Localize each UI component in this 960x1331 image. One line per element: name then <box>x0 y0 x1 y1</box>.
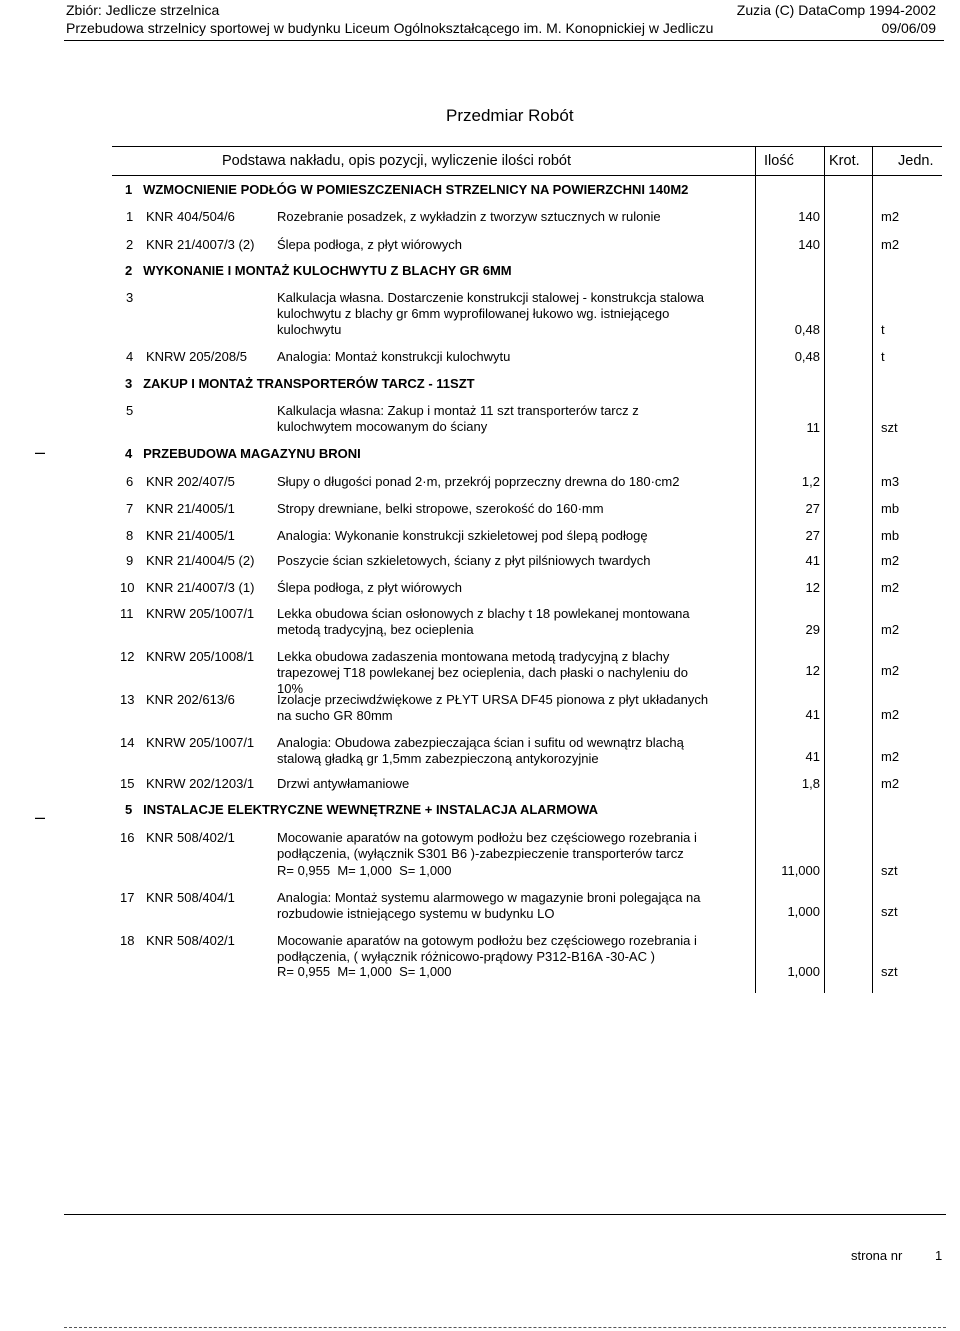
item-qty: 1,000 <box>787 904 820 919</box>
project-title: Przebudowa strzelnicy sportowej w budynku Liceum Ogólnokształcącego im. M. Konopnickiej w Jedliczu <box>66 20 714 36</box>
item-ref: KNR 404/504/6 <box>146 209 235 224</box>
item-number: 6 <box>126 474 134 489</box>
item-ref: KNR 508/402/1 <box>146 933 235 948</box>
item-number: 18 <box>120 933 135 948</box>
item-number: 9 <box>126 553 134 568</box>
item-number: 5 <box>126 403 134 418</box>
section-heading: 2 WYKONANIE I MONTAŻ KULOCHWYTU Z BLACHY GR 6MM <box>125 263 512 278</box>
item-desc: Drzwi antywłamaniowe <box>277 776 410 791</box>
item-unit: mb <box>881 501 900 516</box>
item-number: 10 <box>120 580 135 595</box>
item-desc: Rozebranie posadzek, z wykładzin z tworzyw sztucznych w rulonie <box>277 209 661 224</box>
item-ref: KNRW 205/208/5 <box>146 349 247 364</box>
item-unit: m2 <box>881 749 900 764</box>
date-label: 09/06/09 <box>881 20 936 36</box>
page-number: 1 <box>935 1248 943 1263</box>
item-calc: R= 0,955 M= 1,000 S= 1,000 <box>277 863 452 878</box>
item-qty: 1,000 <box>787 964 820 979</box>
item-unit: szt <box>881 420 898 435</box>
item-qty: 11,000 <box>781 863 820 878</box>
column-header-desc: Podstawa nakładu, opis pozycji, wyliczenie ilości robót <box>222 153 571 169</box>
item-qty: 12 <box>805 580 820 595</box>
item-ref: KNRW 205/1007/1 <box>146 606 255 621</box>
item-unit: szt <box>881 863 898 878</box>
item-desc: Ślepa podłoga, z płyt wiórowych <box>277 237 462 252</box>
item-number: 12 <box>120 649 135 664</box>
column-header-krot: Krot. <box>829 153 860 169</box>
table-header-bottom <box>112 175 942 176</box>
item-qty: 27 <box>805 528 820 543</box>
item-number: 16 <box>120 830 135 845</box>
qty-col-left-border <box>755 146 756 993</box>
bottom-rule <box>64 1327 946 1328</box>
item-ref: KNRW 205/1008/1 <box>146 649 255 664</box>
column-header-unit: Jedn. <box>898 153 934 169</box>
item-desc: Analogia: Montaż systemu alarmowego w magazynie broni polegająca na rozbudowie istniejącego systemu w budynku LO <box>277 890 701 921</box>
item-ref: KNR 21/4007/3 (2) <box>146 237 255 252</box>
qty-col-right-border <box>824 146 825 993</box>
item-unit: m2 <box>881 622 900 637</box>
item-number: 13 <box>120 692 135 707</box>
item-qty: 41 <box>805 749 820 764</box>
item-number: 2 <box>126 237 134 252</box>
margin-mark: – <box>35 442 46 462</box>
item-qty: 41 <box>805 553 820 568</box>
item-unit: m2 <box>881 707 900 722</box>
item-desc: Kalkulacja własna: Zakup i montaż 11 szt transporterów tarcz z kulochwytem mocowanym do ściany <box>277 403 639 434</box>
item-qty: 1,2 <box>801 474 820 489</box>
item-unit: szt <box>881 904 898 919</box>
item-unit: m2 <box>881 237 900 252</box>
section-heading: 1 WZMOCNIENIE PODŁÓG W POMIESZCZENIACH STRZELNICY NA POWIERZCHNI 140M2 <box>125 182 689 197</box>
item-qty: 11 <box>806 420 820 435</box>
section-heading: 4 PRZEBUDOWA MAGAZYNU BRONI <box>125 446 361 461</box>
item-ref: KNR 21/4005/1 <box>146 501 235 516</box>
item-desc: Analogia: Wykonanie konstrukcji szkieletowej pod ślepą podłogę <box>277 528 648 543</box>
item-number: 14 <box>120 735 135 750</box>
item-qty: 140 <box>798 209 820 224</box>
item-unit: m3 <box>881 474 900 489</box>
item-ref: KNR 202/613/6 <box>146 692 235 707</box>
item-unit: m2 <box>881 553 900 568</box>
collection-label: Zbiór: Jedlicze strzelnica <box>66 2 220 18</box>
item-unit: m2 <box>881 776 900 791</box>
item-ref: KNR 21/4004/5 (2) <box>146 553 255 568</box>
software-label: Zuzia (C) DataComp 1994-2002 <box>736 2 936 18</box>
item-qty: 140 <box>798 237 820 252</box>
krot-col-right-border <box>872 146 873 993</box>
item-unit: m2 <box>881 209 900 224</box>
item-qty: 0,48 <box>794 322 820 337</box>
item-desc: Lekka obudowa ścian osłonowych z blachy t 18 powlekanej montowana metodą tradycyjną, bez ocieplenia <box>277 606 690 637</box>
item-qty: 1,8 <box>801 776 820 791</box>
item-desc: Mocowanie aparatów na gotowym podłożu bez częściowego rozebrania i podłączenia, ( wyłącznik różnicowo-prądowy P312-B16A -30-AC ) <box>277 933 697 964</box>
item-desc: Analogia: Obudowa zabezpieczająca ścian i sufitu od wewnątrz blachą stalową gładką gr 1,5mm zabezpieczoną antykorozyjnie <box>277 735 684 766</box>
item-number: 7 <box>126 501 134 516</box>
item-qty: 27 <box>805 501 820 516</box>
item-ref: KNRW 202/1203/1 <box>146 776 255 791</box>
item-unit: m2 <box>881 663 900 678</box>
item-desc: Kalkulacja własna. Dostarczenie konstrukcji stalowej - konstrukcja stalowa kulochwytu z blachy gr 6mm wyprofilowanej łukowo wg. istniejącego kulochwytu <box>277 290 705 337</box>
item-unit: szt <box>881 964 898 979</box>
item-number: 1 <box>126 209 134 224</box>
header-divider <box>64 40 944 41</box>
item-ref: KNR 202/407/5 <box>146 474 235 489</box>
item-ref: KNR 21/4005/1 <box>146 528 235 543</box>
item-desc: Analogia: Montaż konstrukcji kulochwytu <box>277 349 511 364</box>
item-qty: 29 <box>805 622 820 637</box>
footer-divider <box>64 1214 946 1215</box>
table-top-border <box>112 146 942 147</box>
section-heading: 3 ZAKUP I MONTAŻ TRANSPORTERÓW TARCZ - 11SZT <box>125 376 475 391</box>
page-label: strona nr <box>851 1248 903 1263</box>
item-ref: KNR 21/4007/3 (1) <box>146 580 255 595</box>
item-number: 8 <box>126 528 134 543</box>
item-number: 4 <box>126 349 134 364</box>
item-number: 15 <box>120 776 135 791</box>
item-desc: Lekka obudowa zadaszenia montowana metodą tradycyjną z blachy trapezowej T18 powlekanej bez ocieplenia, dach płaski o nachyleniu do 10% <box>277 649 688 696</box>
item-desc: Izolacje przeciwdźwiękowe z PŁYT URSA DF45 pionowa z płyt układanych na sucho GR 80mm <box>277 692 709 723</box>
item-qty: 12 <box>805 663 820 678</box>
item-desc: Stropy drewniane, belki stropowe, szerokość do 160·mm <box>277 501 604 516</box>
item-unit: t <box>881 322 885 337</box>
item-unit: m2 <box>881 580 900 595</box>
item-desc: Poszycie ścian szkieletowych, ściany z płyt pilśniowych twardych <box>277 553 651 568</box>
item-ref: KNRW 205/1007/1 <box>146 735 255 750</box>
item-desc: Słupy o długości ponad 2·m, przekrój poprzeczny drewna do 180·cm2 <box>277 474 680 489</box>
item-qty: 0,48 <box>794 349 820 364</box>
item-number: 11 <box>120 606 134 621</box>
margin-mark: – <box>35 807 46 827</box>
item-ref: KNR 508/404/1 <box>146 890 235 905</box>
item-calc: R= 0,955 M= 1,000 S= 1,000 <box>277 964 452 979</box>
column-header-qty: Ilość <box>764 153 794 169</box>
document-title: Przedmiar Robót <box>446 106 574 125</box>
item-number: 3 <box>126 290 134 305</box>
item-desc: Ślepa podłoga, z płyt wiórowych <box>277 580 462 595</box>
item-unit: t <box>881 349 885 364</box>
item-number: 17 <box>120 890 135 905</box>
item-qty: 41 <box>805 707 820 722</box>
item-desc: Mocowanie aparatów na gotowym podłożu bez częściowego rozebrania i podłączenia, (wyłącznik S301 B6 )-zabezpieczenie transporterów tarcz <box>277 830 697 861</box>
item-unit: mb <box>881 528 900 543</box>
item-ref: KNR 508/402/1 <box>146 830 235 845</box>
section-heading: 5 INSTALACJE ELEKTRYCZNE WEWNĘTRZNE + INSTALACJA ALARMOWA <box>125 802 598 817</box>
